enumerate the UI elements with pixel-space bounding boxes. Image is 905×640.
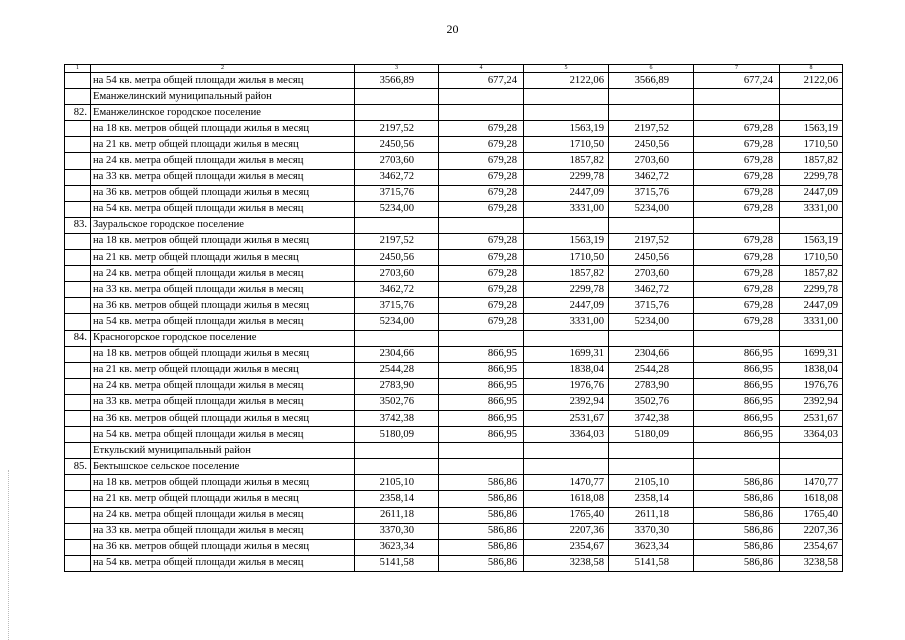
value-cell-col-8: 2122,06 bbox=[780, 73, 843, 89]
row-index-cell bbox=[65, 298, 91, 314]
row-description-cell: на 21 кв. метр общей площади жилья в месяц bbox=[91, 137, 355, 153]
value-cell-col-5: 1838,04 bbox=[524, 362, 609, 378]
row-index-cell bbox=[65, 555, 91, 571]
row-description-cell: на 36 кв. метров общей площади жилья в месяц bbox=[91, 185, 355, 201]
value-cell-col-5: 1563,19 bbox=[524, 121, 609, 137]
value-cell-col-8: 2531,67 bbox=[780, 410, 843, 426]
value-cell-col-5: 1699,31 bbox=[524, 346, 609, 362]
table-row bbox=[65, 185, 843, 201]
row-description-cell: на 36 кв. метров общей площади жилья в месяц bbox=[91, 298, 355, 314]
row-description-cell: на 21 кв. метр общей площади жилья в месяц bbox=[91, 491, 355, 507]
value-cell-col-5: 3331,00 bbox=[524, 314, 609, 330]
value-cell-col-8: 1838,04 bbox=[780, 362, 843, 378]
value-cell-col-8: 1976,76 bbox=[780, 378, 843, 394]
value-cell-col-6: 3715,76 bbox=[609, 185, 694, 201]
value-cell-col-3: 2703,60 bbox=[355, 266, 439, 282]
table-row bbox=[65, 330, 843, 346]
scan-edge-marks bbox=[8, 470, 11, 640]
row-index-cell bbox=[65, 394, 91, 410]
tariff-table-container bbox=[64, 64, 842, 572]
value-cell-col-5: 1618,08 bbox=[524, 491, 609, 507]
value-cell-col-4 bbox=[439, 217, 524, 233]
row-index-cell bbox=[65, 169, 91, 185]
value-cell-col-3: 3742,38 bbox=[355, 410, 439, 426]
row-index-cell bbox=[65, 201, 91, 217]
value-cell-col-4 bbox=[439, 443, 524, 459]
row-description-cell: на 24 кв. метра общей площади жилья в месяц bbox=[91, 378, 355, 394]
row-index-cell bbox=[65, 185, 91, 201]
row-index-cell bbox=[65, 427, 91, 443]
tariff-table bbox=[64, 64, 843, 572]
value-cell-col-5: 1765,40 bbox=[524, 507, 609, 523]
value-cell-col-7 bbox=[694, 89, 780, 105]
value-cell-col-8 bbox=[780, 330, 843, 346]
value-cell-col-6: 2611,18 bbox=[609, 507, 694, 523]
row-description-cell: на 24 кв. метра общей площади жилья в месяц bbox=[91, 266, 355, 282]
value-cell-col-4: 866,95 bbox=[439, 410, 524, 426]
table-row bbox=[65, 282, 843, 298]
value-cell-col-8: 1710,50 bbox=[780, 250, 843, 266]
value-cell-col-6: 2450,56 bbox=[609, 250, 694, 266]
table-row bbox=[65, 169, 843, 185]
table-row bbox=[65, 410, 843, 426]
value-cell-col-6: 5180,09 bbox=[609, 427, 694, 443]
value-cell-col-7: 586,86 bbox=[694, 507, 780, 523]
table-row bbox=[65, 105, 843, 121]
row-description-cell: Зауральское городское поселение bbox=[91, 217, 355, 233]
value-cell-col-8: 2299,78 bbox=[780, 169, 843, 185]
value-cell-col-3 bbox=[355, 459, 439, 475]
value-cell-col-8: 1563,19 bbox=[780, 233, 843, 249]
value-cell-col-8: 3331,00 bbox=[780, 314, 843, 330]
value-cell-col-7: 679,28 bbox=[694, 201, 780, 217]
value-cell-col-5: 2299,78 bbox=[524, 169, 609, 185]
row-description-cell: на 54 кв. метра общей площади жилья в месяц bbox=[91, 201, 355, 217]
value-cell-col-3: 3566,89 bbox=[355, 73, 439, 89]
row-description-cell: на 18 кв. метров общей площади жилья в месяц bbox=[91, 475, 355, 491]
value-cell-col-4: 586,86 bbox=[439, 523, 524, 539]
column-number-2: 2 bbox=[91, 65, 355, 73]
value-cell-col-6: 3566,89 bbox=[609, 73, 694, 89]
row-index-cell bbox=[65, 539, 91, 555]
value-cell-col-7: 679,28 bbox=[694, 153, 780, 169]
row-description-cell: Еткульский муниципальный район bbox=[91, 443, 355, 459]
value-cell-col-7: 679,28 bbox=[694, 314, 780, 330]
value-cell-col-5 bbox=[524, 330, 609, 346]
value-cell-col-3: 5234,00 bbox=[355, 314, 439, 330]
column-number-4: 4 bbox=[439, 65, 524, 73]
value-cell-col-7: 679,28 bbox=[694, 298, 780, 314]
row-index-cell bbox=[65, 378, 91, 394]
value-cell-col-5: 2447,09 bbox=[524, 185, 609, 201]
value-cell-col-8: 1765,40 bbox=[780, 507, 843, 523]
row-description-cell: на 18 кв. метров общей площади жилья в месяц bbox=[91, 346, 355, 362]
value-cell-col-6: 5234,00 bbox=[609, 314, 694, 330]
row-description-cell: на 33 кв. метра общей площади жилья в месяц bbox=[91, 282, 355, 298]
value-cell-col-5 bbox=[524, 105, 609, 121]
column-number-8: 8 bbox=[780, 65, 843, 73]
value-cell-col-8: 2392,94 bbox=[780, 394, 843, 410]
table-row bbox=[65, 266, 843, 282]
value-cell-col-3 bbox=[355, 217, 439, 233]
value-cell-col-7: 586,86 bbox=[694, 555, 780, 571]
row-index-cell bbox=[65, 410, 91, 426]
value-cell-col-6 bbox=[609, 459, 694, 475]
value-cell-col-4: 679,28 bbox=[439, 250, 524, 266]
value-cell-col-6: 2197,52 bbox=[609, 233, 694, 249]
column-number-6: 6 bbox=[609, 65, 694, 73]
value-cell-col-8 bbox=[780, 217, 843, 233]
value-cell-col-7: 586,86 bbox=[694, 539, 780, 555]
value-cell-col-8 bbox=[780, 105, 843, 121]
table-row bbox=[65, 346, 843, 362]
value-cell-col-4: 679,28 bbox=[439, 266, 524, 282]
row-index-cell bbox=[65, 507, 91, 523]
value-cell-col-5: 3331,00 bbox=[524, 201, 609, 217]
value-cell-col-5: 2207,36 bbox=[524, 523, 609, 539]
value-cell-col-8: 2207,36 bbox=[780, 523, 843, 539]
row-description-cell: на 54 кв. метра общей площади жилья в месяц bbox=[91, 555, 355, 571]
value-cell-col-6: 3462,72 bbox=[609, 169, 694, 185]
value-cell-col-5 bbox=[524, 89, 609, 105]
value-cell-col-3: 5141,58 bbox=[355, 555, 439, 571]
value-cell-col-5: 1710,50 bbox=[524, 250, 609, 266]
table-row bbox=[65, 89, 843, 105]
value-cell-col-7: 679,28 bbox=[694, 233, 780, 249]
row-description-cell: Бектышское сельское поселение bbox=[91, 459, 355, 475]
value-cell-col-6: 2105,10 bbox=[609, 475, 694, 491]
table-row bbox=[65, 427, 843, 443]
value-cell-col-4 bbox=[439, 89, 524, 105]
column-number-5: 5 bbox=[524, 65, 609, 73]
value-cell-col-3 bbox=[355, 443, 439, 459]
value-cell-col-4: 866,95 bbox=[439, 427, 524, 443]
value-cell-col-3 bbox=[355, 330, 439, 346]
value-cell-col-6: 3715,76 bbox=[609, 298, 694, 314]
row-description-cell: на 54 кв. метра общей площади жилья в месяц bbox=[91, 73, 355, 89]
row-index-cell bbox=[65, 443, 91, 459]
value-cell-col-6: 2703,60 bbox=[609, 266, 694, 282]
value-cell-col-4: 679,28 bbox=[439, 233, 524, 249]
value-cell-col-4: 586,86 bbox=[439, 491, 524, 507]
value-cell-col-7: 866,95 bbox=[694, 362, 780, 378]
value-cell-col-4: 586,86 bbox=[439, 539, 524, 555]
value-cell-col-7: 679,28 bbox=[694, 266, 780, 282]
row-index-cell bbox=[65, 523, 91, 539]
table-row bbox=[65, 491, 843, 507]
value-cell-col-3: 3715,76 bbox=[355, 298, 439, 314]
value-cell-col-7: 677,24 bbox=[694, 73, 780, 89]
value-cell-col-3: 2358,14 bbox=[355, 491, 439, 507]
value-cell-col-6: 2304,66 bbox=[609, 346, 694, 362]
table-row bbox=[65, 539, 843, 555]
value-cell-col-6 bbox=[609, 105, 694, 121]
table-row bbox=[65, 459, 843, 475]
value-cell-col-5: 1857,82 bbox=[524, 266, 609, 282]
value-cell-col-3: 3715,76 bbox=[355, 185, 439, 201]
table-row bbox=[65, 233, 843, 249]
row-index-cell bbox=[65, 233, 91, 249]
value-cell-col-8: 1857,82 bbox=[780, 153, 843, 169]
value-cell-col-4: 679,28 bbox=[439, 137, 524, 153]
value-cell-col-3: 2544,28 bbox=[355, 362, 439, 378]
value-cell-col-4: 866,95 bbox=[439, 378, 524, 394]
value-cell-col-7: 679,28 bbox=[694, 185, 780, 201]
value-cell-col-3: 2105,10 bbox=[355, 475, 439, 491]
value-cell-col-4 bbox=[439, 105, 524, 121]
value-cell-col-6: 2450,56 bbox=[609, 137, 694, 153]
value-cell-col-6: 3623,34 bbox=[609, 539, 694, 555]
value-cell-col-6: 2703,60 bbox=[609, 153, 694, 169]
value-cell-col-8: 2447,09 bbox=[780, 298, 843, 314]
value-cell-col-5: 1976,76 bbox=[524, 378, 609, 394]
value-cell-col-6 bbox=[609, 443, 694, 459]
value-cell-col-3: 2703,60 bbox=[355, 153, 439, 169]
table-row bbox=[65, 201, 843, 217]
value-cell-col-3: 2197,52 bbox=[355, 233, 439, 249]
value-cell-col-5: 1710,50 bbox=[524, 137, 609, 153]
table-row bbox=[65, 475, 843, 491]
row-index-cell: 82. bbox=[65, 105, 91, 121]
value-cell-col-4 bbox=[439, 330, 524, 346]
value-cell-col-3: 3462,72 bbox=[355, 282, 439, 298]
value-cell-col-8 bbox=[780, 89, 843, 105]
value-cell-col-7 bbox=[694, 443, 780, 459]
table-row bbox=[65, 378, 843, 394]
page-number: 20 bbox=[446, 22, 459, 36]
value-cell-col-7: 679,28 bbox=[694, 121, 780, 137]
value-cell-col-5: 2447,09 bbox=[524, 298, 609, 314]
row-index-cell: 84. bbox=[65, 330, 91, 346]
value-cell-col-8: 2354,67 bbox=[780, 539, 843, 555]
value-cell-col-6: 3370,30 bbox=[609, 523, 694, 539]
row-index-cell bbox=[65, 314, 91, 330]
value-cell-col-7: 866,95 bbox=[694, 346, 780, 362]
table-row bbox=[65, 298, 843, 314]
row-description-cell: Еманжелинский муниципальный район bbox=[91, 89, 355, 105]
value-cell-col-8: 1710,50 bbox=[780, 137, 843, 153]
table-row bbox=[65, 443, 843, 459]
row-index-cell bbox=[65, 362, 91, 378]
row-index-cell bbox=[65, 137, 91, 153]
value-cell-col-5: 1563,19 bbox=[524, 233, 609, 249]
table-row bbox=[65, 250, 843, 266]
value-cell-col-5: 2122,06 bbox=[524, 73, 609, 89]
row-index-cell bbox=[65, 491, 91, 507]
table-row bbox=[65, 121, 843, 137]
row-index-cell bbox=[65, 282, 91, 298]
value-cell-col-5: 2354,67 bbox=[524, 539, 609, 555]
value-cell-col-7 bbox=[694, 459, 780, 475]
value-cell-col-4 bbox=[439, 459, 524, 475]
table-row bbox=[65, 555, 843, 571]
value-cell-col-7: 866,95 bbox=[694, 394, 780, 410]
value-cell-col-3: 2783,90 bbox=[355, 378, 439, 394]
value-cell-col-8: 1618,08 bbox=[780, 491, 843, 507]
value-cell-col-6: 5141,58 bbox=[609, 555, 694, 571]
value-cell-col-4: 586,86 bbox=[439, 507, 524, 523]
value-cell-col-7: 679,28 bbox=[694, 169, 780, 185]
value-cell-col-6 bbox=[609, 89, 694, 105]
value-cell-col-5: 2299,78 bbox=[524, 282, 609, 298]
row-description-cell: на 24 кв. метра общей площади жилья в месяц bbox=[91, 153, 355, 169]
value-cell-col-7: 679,28 bbox=[694, 250, 780, 266]
value-cell-col-8 bbox=[780, 459, 843, 475]
column-number-1: 1 bbox=[65, 65, 91, 73]
table-row bbox=[65, 507, 843, 523]
value-cell-col-6: 2358,14 bbox=[609, 491, 694, 507]
value-cell-col-6: 2783,90 bbox=[609, 378, 694, 394]
value-cell-col-7: 679,28 bbox=[694, 282, 780, 298]
table-row bbox=[65, 394, 843, 410]
value-cell-col-3: 3502,76 bbox=[355, 394, 439, 410]
value-cell-col-4: 866,95 bbox=[439, 394, 524, 410]
row-description-cell: на 24 кв. метра общей площади жилья в месяц bbox=[91, 507, 355, 523]
value-cell-col-4: 866,95 bbox=[439, 362, 524, 378]
value-cell-col-6: 2197,52 bbox=[609, 121, 694, 137]
value-cell-col-7: 866,95 bbox=[694, 378, 780, 394]
value-cell-col-7 bbox=[694, 217, 780, 233]
row-description-cell: на 33 кв. метра общей площади жилья в месяц bbox=[91, 394, 355, 410]
value-cell-col-8: 2299,78 bbox=[780, 282, 843, 298]
row-index-cell: 85. bbox=[65, 459, 91, 475]
value-cell-col-7: 586,86 bbox=[694, 523, 780, 539]
value-cell-col-8: 3331,00 bbox=[780, 201, 843, 217]
value-cell-col-6: 5234,00 bbox=[609, 201, 694, 217]
table-row bbox=[65, 137, 843, 153]
row-description-cell: на 54 кв. метра общей площади жилья в месяц bbox=[91, 314, 355, 330]
value-cell-col-7: 866,95 bbox=[694, 427, 780, 443]
value-cell-col-8: 1563,19 bbox=[780, 121, 843, 137]
value-cell-col-5: 1470,77 bbox=[524, 475, 609, 491]
row-index-cell: 83. bbox=[65, 217, 91, 233]
value-cell-col-7 bbox=[694, 330, 780, 346]
row-description-cell: Красногорское городское поселение bbox=[91, 330, 355, 346]
value-cell-col-3: 3623,34 bbox=[355, 539, 439, 555]
value-cell-col-4: 679,28 bbox=[439, 201, 524, 217]
value-cell-col-4: 679,28 bbox=[439, 298, 524, 314]
value-cell-col-7: 586,86 bbox=[694, 475, 780, 491]
value-cell-col-5: 3238,58 bbox=[524, 555, 609, 571]
table-row bbox=[65, 217, 843, 233]
row-description-cell: на 54 кв. метра общей площади жилья в месяц bbox=[91, 427, 355, 443]
value-cell-col-8 bbox=[780, 443, 843, 459]
value-cell-col-4: 679,28 bbox=[439, 169, 524, 185]
column-number-row bbox=[65, 65, 843, 73]
value-cell-col-4: 586,86 bbox=[439, 475, 524, 491]
value-cell-col-3: 2304,66 bbox=[355, 346, 439, 362]
row-description-cell: на 21 кв. метр общей площади жилья в месяц bbox=[91, 250, 355, 266]
value-cell-col-6: 2544,28 bbox=[609, 362, 694, 378]
value-cell-col-3 bbox=[355, 105, 439, 121]
row-description-cell: на 36 кв. метров общей площади жилья в месяц bbox=[91, 539, 355, 555]
value-cell-col-6 bbox=[609, 217, 694, 233]
value-cell-col-5: 2531,67 bbox=[524, 410, 609, 426]
value-cell-col-4: 679,28 bbox=[439, 314, 524, 330]
value-cell-col-3: 3462,72 bbox=[355, 169, 439, 185]
value-cell-col-8: 3364,03 bbox=[780, 427, 843, 443]
value-cell-col-5 bbox=[524, 217, 609, 233]
table-row bbox=[65, 73, 843, 89]
column-number-7: 7 bbox=[694, 65, 780, 73]
value-cell-col-3: 2450,56 bbox=[355, 137, 439, 153]
value-cell-col-4: 866,95 bbox=[439, 346, 524, 362]
value-cell-col-6 bbox=[609, 330, 694, 346]
value-cell-col-6: 3742,38 bbox=[609, 410, 694, 426]
row-description-cell: на 18 кв. метров общей площади жилья в месяц bbox=[91, 233, 355, 249]
value-cell-col-4: 586,86 bbox=[439, 555, 524, 571]
row-index-cell bbox=[65, 73, 91, 89]
table-row bbox=[65, 153, 843, 169]
value-cell-col-3 bbox=[355, 89, 439, 105]
value-cell-col-8: 3238,58 bbox=[780, 555, 843, 571]
value-cell-col-4: 679,28 bbox=[439, 185, 524, 201]
value-cell-col-5: 1857,82 bbox=[524, 153, 609, 169]
value-cell-col-8: 1699,31 bbox=[780, 346, 843, 362]
value-cell-col-3: 3370,30 bbox=[355, 523, 439, 539]
value-cell-col-4: 677,24 bbox=[439, 73, 524, 89]
row-description-cell: Еманжелинское городское поселение bbox=[91, 105, 355, 121]
table-body bbox=[65, 65, 843, 572]
value-cell-col-3: 5234,00 bbox=[355, 201, 439, 217]
column-number-3: 3 bbox=[355, 65, 439, 73]
value-cell-col-8: 1470,77 bbox=[780, 475, 843, 491]
value-cell-col-5 bbox=[524, 459, 609, 475]
value-cell-col-8: 2447,09 bbox=[780, 185, 843, 201]
table-row bbox=[65, 523, 843, 539]
row-index-cell bbox=[65, 89, 91, 105]
row-index-cell bbox=[65, 475, 91, 491]
row-description-cell: на 36 кв. метров общей площади жилья в месяц bbox=[91, 410, 355, 426]
row-index-cell bbox=[65, 250, 91, 266]
table-row bbox=[65, 314, 843, 330]
value-cell-col-3: 5180,09 bbox=[355, 427, 439, 443]
value-cell-col-3: 2450,56 bbox=[355, 250, 439, 266]
row-description-cell: на 21 кв. метр общей площади жилья в месяц bbox=[91, 362, 355, 378]
value-cell-col-6: 3502,76 bbox=[609, 394, 694, 410]
value-cell-col-4: 679,28 bbox=[439, 282, 524, 298]
row-index-cell bbox=[65, 346, 91, 362]
row-index-cell bbox=[65, 121, 91, 137]
row-index-cell bbox=[65, 266, 91, 282]
row-index-cell bbox=[65, 153, 91, 169]
value-cell-col-3: 2611,18 bbox=[355, 507, 439, 523]
row-description-cell: на 33 кв. метра общей площади жилья в месяц bbox=[91, 169, 355, 185]
value-cell-col-5 bbox=[524, 443, 609, 459]
value-cell-col-3: 2197,52 bbox=[355, 121, 439, 137]
value-cell-col-5: 2392,94 bbox=[524, 394, 609, 410]
value-cell-col-7: 586,86 bbox=[694, 491, 780, 507]
value-cell-col-4: 679,28 bbox=[439, 153, 524, 169]
value-cell-col-7: 866,95 bbox=[694, 410, 780, 426]
table-row bbox=[65, 362, 843, 378]
value-cell-col-7: 679,28 bbox=[694, 137, 780, 153]
value-cell-col-5: 3364,03 bbox=[524, 427, 609, 443]
row-description-cell: на 33 кв. метра общей площади жилья в месяц bbox=[91, 523, 355, 539]
value-cell-col-6: 3462,72 bbox=[609, 282, 694, 298]
row-description-cell: на 18 кв. метров общей площади жилья в месяц bbox=[91, 121, 355, 137]
value-cell-col-4: 679,28 bbox=[439, 121, 524, 137]
value-cell-col-7 bbox=[694, 105, 780, 121]
value-cell-col-8: 1857,82 bbox=[780, 266, 843, 282]
